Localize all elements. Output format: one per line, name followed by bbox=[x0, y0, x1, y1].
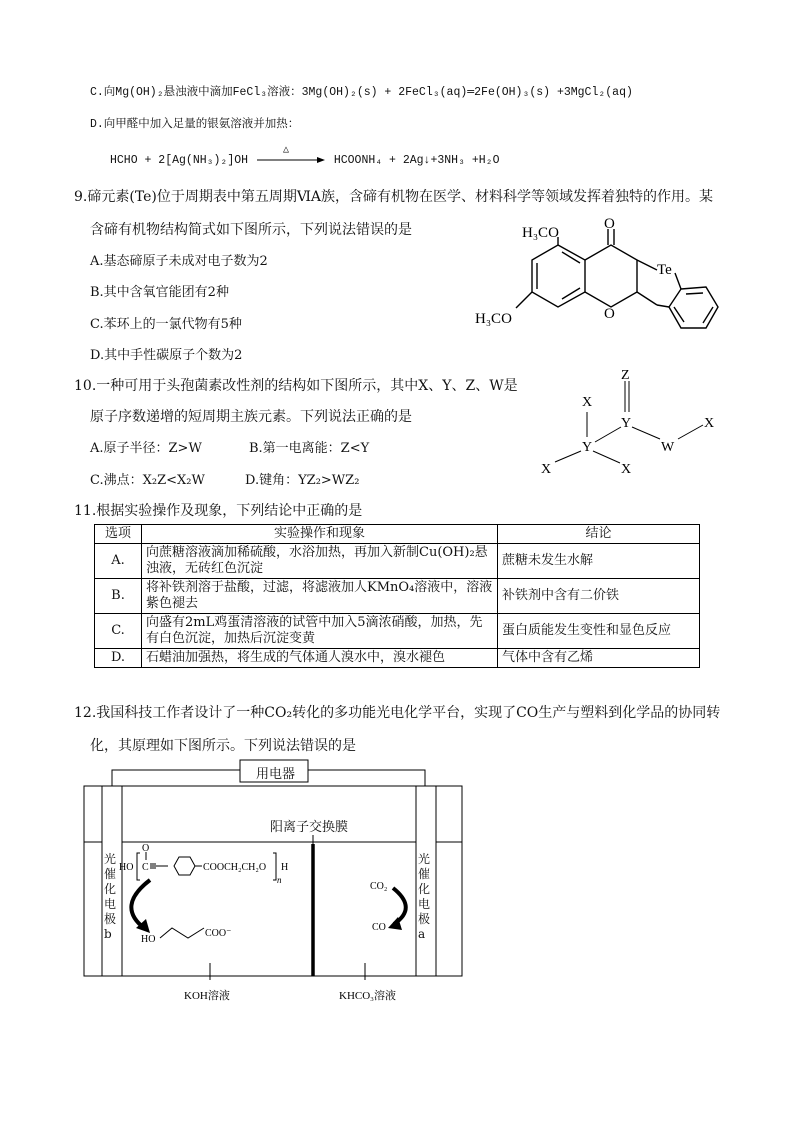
product-coo: COO⁻ bbox=[205, 928, 232, 939]
table-row bbox=[95, 544, 700, 579]
row-operation: 石蜡油加强热，将生成的气体通人溴水中，溴水褪色 bbox=[142, 649, 498, 668]
electrode-b-label: 光催化电极b bbox=[104, 852, 117, 941]
table-row bbox=[95, 649, 700, 668]
photoelectrochemical-cell-diagram bbox=[80, 758, 465, 1008]
q10-option-a: A.原子半径：Z>W bbox=[90, 441, 202, 456]
equation-right: HCOONH₄ + 2Ag↓+3NH₃ +H₂O bbox=[333, 154, 500, 168]
q10-structure-diagram bbox=[535, 365, 725, 480]
atom-x-top: X bbox=[582, 395, 593, 410]
q8-option-c: C.向Mg(OH)₂悬浊液中滴加FeCl₃溶液：3Mg(OH)₂(s) + 2FeCl₃(aq)═2Fe(OH)₃(s) +3MgCl₂(aq) bbox=[90, 86, 633, 99]
polymer-carbonyl-o: O bbox=[142, 843, 150, 854]
molecule-carbonyl-oxygen: O bbox=[604, 216, 615, 232]
molecule-ring-oxygen: O bbox=[604, 306, 615, 322]
row-conclusion: 蔗糖未发生水解 bbox=[498, 544, 700, 579]
atom-w: W bbox=[661, 440, 675, 455]
header-conclusion: 结论 bbox=[498, 525, 700, 544]
atom-y-lower: Y bbox=[582, 440, 593, 455]
atom-x-right: X bbox=[704, 416, 715, 431]
q9-option-b: B.其中含氧官能团有2种 bbox=[90, 285, 229, 300]
q9-stem-line1: 9.碲元素(Te)位于周期表中第五周期ⅥA族，含碲有机物在医学、材料科学等领域发挥着独特的作用。某 bbox=[74, 189, 714, 205]
atom-x-bottom-right: X bbox=[621, 462, 632, 477]
q10-stem-line2: 原子序数递增的短周期主族元素。下列说法正确的是 bbox=[90, 409, 412, 425]
membrane-label: 阳离子交换膜 bbox=[270, 820, 349, 835]
table-row bbox=[95, 579, 700, 614]
table-header-row bbox=[95, 525, 700, 544]
equation-arrow bbox=[255, 145, 327, 166]
q10-option-c: C.沸点：X₂Z<X₂W bbox=[90, 473, 205, 488]
co2-label: CO₂ bbox=[370, 881, 388, 892]
q10-stem-line1: 10.一种可用于头孢菌素改性剂的结构如下图所示，其中X、Y、Z、W是 bbox=[74, 378, 518, 394]
row-conclusion: 气体中含有乙烯 bbox=[498, 649, 700, 668]
q11-experiment-table bbox=[94, 524, 700, 668]
atom-z: Z bbox=[621, 368, 630, 383]
molecule-methoxy-top: H₃CO bbox=[522, 225, 559, 241]
row-option: B. bbox=[95, 579, 142, 614]
co-label: CO bbox=[372, 922, 386, 933]
row-option: A. bbox=[95, 544, 142, 579]
reduction-arrow-icon bbox=[393, 888, 406, 924]
q10-option-d: D.键角：YZ₂>WZ₂ bbox=[245, 473, 360, 488]
electrode-a-label: 光催化电极a bbox=[418, 852, 431, 941]
q10-option-b: B.第一电离能：Z<Y bbox=[249, 441, 370, 456]
oxidation-arrow-icon bbox=[131, 880, 150, 928]
polymer-repeat-n: n bbox=[277, 875, 282, 885]
equation-left: HCHO + 2[Ag(NH₃)₂]OH bbox=[110, 154, 249, 168]
khco3-solution-label: KHCO₃溶液 bbox=[339, 990, 397, 1002]
polymer-ester-chain: COOCH₂CH₂O bbox=[203, 862, 267, 873]
q12-stem-line2: 化，其原理如下图所示。下列说法错误的是 bbox=[90, 738, 356, 754]
row-operation: 向蔗糖溶液滴加稀硫酸，水浴加热，再加入新制Cu(OH)₂悬浊液，无砖红色沉淀 bbox=[142, 544, 498, 579]
q9-stem-line2: 含碲有机物结构简式如下图所示，下列说法错误的是 bbox=[90, 222, 412, 238]
polymer-carbonyl-c: C bbox=[142, 862, 149, 873]
molecule-methoxy-bottom: H₃CO bbox=[475, 311, 512, 327]
q9-option-a: A.基态碲原子未成对电子数为2 bbox=[90, 254, 268, 269]
row-conclusion: 蛋白质能发生变性和显色反应 bbox=[498, 614, 700, 649]
heat-symbol: △ bbox=[282, 145, 289, 156]
row-option: C. bbox=[95, 614, 142, 649]
koh-solution-label: KOH溶液 bbox=[184, 990, 230, 1002]
q11-stem: 11.根据实验操作及现象，下列结论中正确的是 bbox=[74, 503, 363, 519]
q8-option-d: D.向甲醛中加入足量的银氨溶液并加热： bbox=[90, 118, 300, 131]
atom-y-upper: Y bbox=[621, 416, 632, 431]
row-conclusion: 补铁剂中含有二价铁 bbox=[498, 579, 700, 614]
atom-x-bottom-left: X bbox=[541, 462, 552, 477]
table-row bbox=[95, 614, 700, 649]
q12-stem-line1: 12.我国科技工作者设计了一种CO₂转化的多功能光电化学平台，实现了CO生产与塑料到化学品的协同转 bbox=[74, 705, 721, 721]
row-operation: 将补铁剂溶于盐酸，过滤，将滤液加人KMnO₄溶液中，溶液紫色褪去 bbox=[142, 579, 498, 614]
q9-option-c: C.苯环上的一氯代物有5种 bbox=[90, 317, 242, 332]
row-option: D. bbox=[95, 649, 142, 668]
polymer-end-ho: HO bbox=[119, 862, 134, 873]
tellurium-molecule-structure bbox=[470, 215, 720, 350]
product-ho: HO bbox=[141, 934, 156, 945]
header-option: 选项 bbox=[95, 525, 142, 544]
header-operation: 实验操作和现象 bbox=[142, 525, 498, 544]
polymer-end-h: H bbox=[281, 862, 289, 873]
device-label: 用电器 bbox=[256, 767, 296, 782]
molecule-tellurium: Te bbox=[657, 262, 672, 278]
q9-option-d: D.其中手性碳原子个数为2 bbox=[90, 348, 243, 363]
q8-equation bbox=[110, 145, 500, 168]
reaction-arrow-icon bbox=[255, 154, 327, 166]
row-operation: 向盛有2mL鸡蛋清溶液的试管中加入5滴浓硝酸，加热，先有白色沉淀，加热后沉淀变黄 bbox=[142, 614, 498, 649]
